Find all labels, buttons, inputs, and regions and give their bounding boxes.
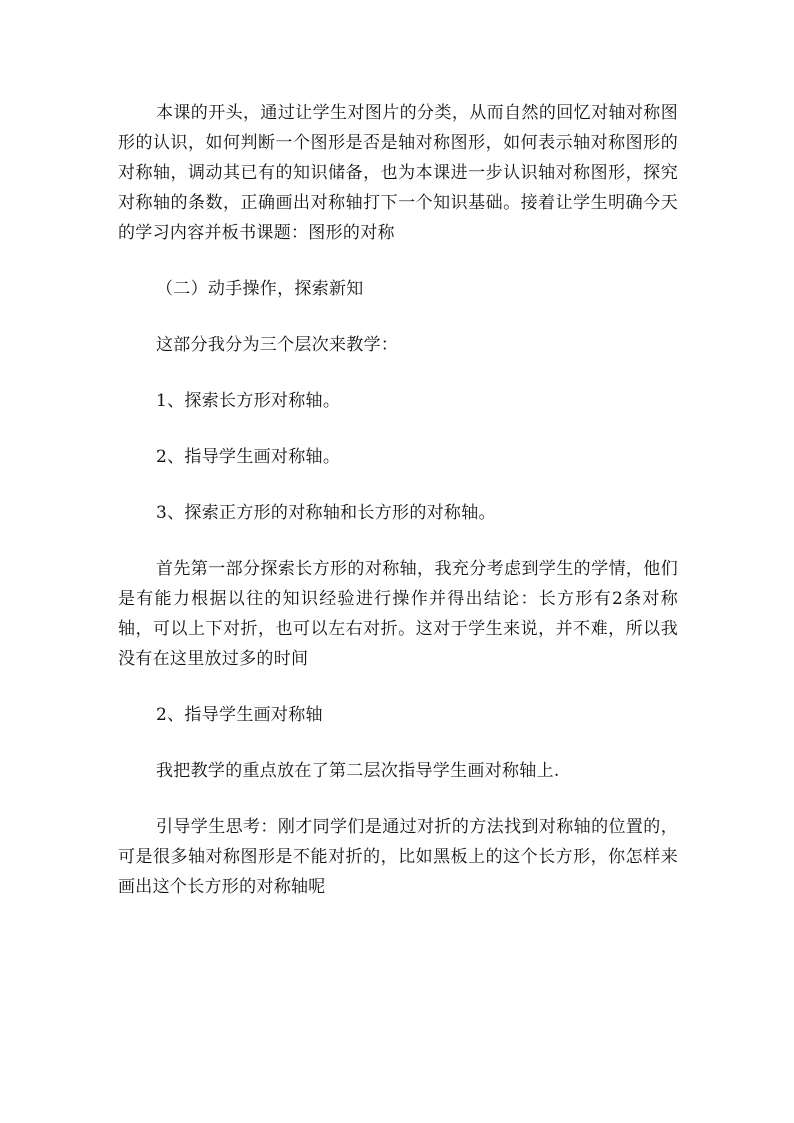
paragraph-three-levels: 这部分我分为三个层次来教学：	[156, 335, 399, 355]
document-body	[118, 98, 678, 902]
paragraph-intro: 本课的开头，通过让学生对图片的分类，从而自然的回忆对轴对称图形的认识，如何判断一个图形是否是轴对称图形，如何表示轴对称图形的对称轴，调动其已有的知识储备，也为本课进一步认识轴对称图形，探究对称轴的条数，正确画出对称轴打下一个知识基础。接着让学生明确今天的学习内容并板书课题：图形的对称	[118, 103, 678, 243]
list-item-2: 2、指导学生画对称轴。	[156, 447, 341, 467]
paragraph-rectangle-axes: 首先第一部分探索长方形的对称轴，我充分考虑到学生的学情，他们是有能力根据以往的知识经验进行操作并得出结论：长方形有2条对称轴，可以上下对折，也可以左右对折。这对于学生来说，并不难，所以我没有在这里放过多的时间	[118, 559, 678, 669]
paragraph-guide-thinking: 引导学生思考：刚才同学们是通过对折的方法找到对称轴的位置的，可是很多轴对称图形是不能对折的，比如黑板上的这个长方形，你怎样来画出这个长方形的对称轴呢	[118, 817, 678, 897]
list-item-1: 1、探索长方形对称轴。	[156, 391, 341, 411]
section-heading: （二）动手操作，探索新知	[156, 279, 364, 299]
paragraph-teaching-focus: 我把教学的重点放在了第二层次指导学生画对称轴上.	[156, 761, 560, 781]
list-item-3: 3、探索正方形的对称轴和长方形的对称轴。	[156, 503, 496, 523]
subheading-guide-drawing: 2、指导学生画对称轴	[156, 705, 323, 725]
